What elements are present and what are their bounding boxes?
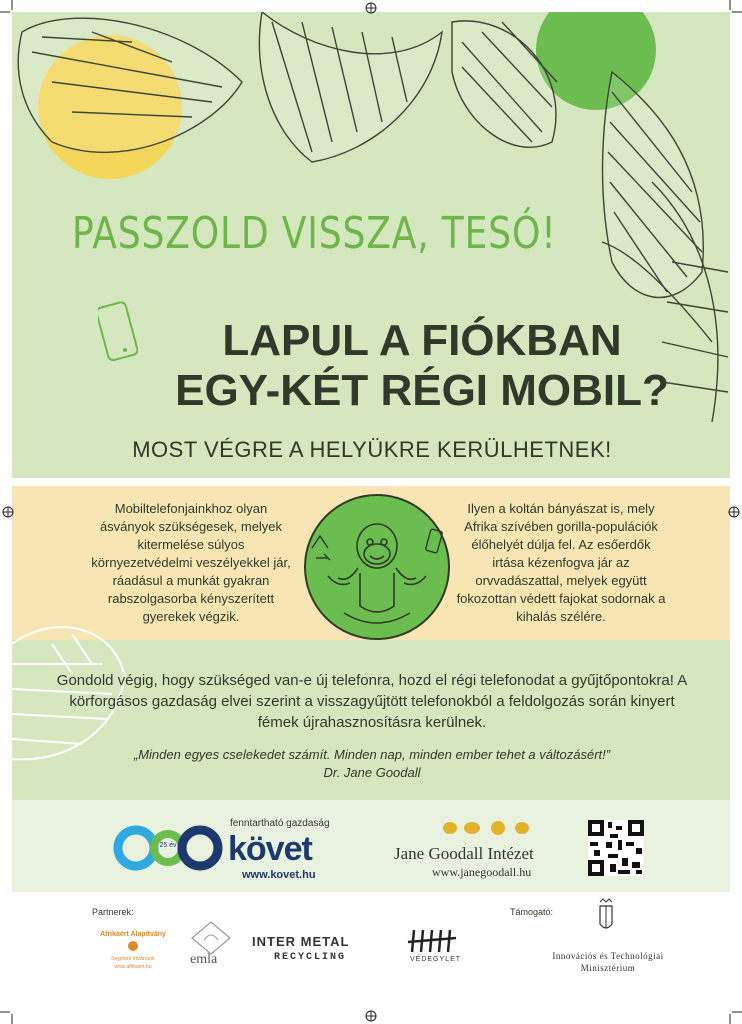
kovet-badge: 25 év (159, 842, 177, 849)
vedegylet-text: VÉDEGYLET (410, 956, 462, 963)
quote-author: Dr. Jane Goodall (323, 765, 421, 780)
kovet-tagline: fenntartható gazdaság (230, 818, 330, 829)
right-info-text: Ilyen a koltán bányászat is, mely Afrika szívében gorilla-populációk élőhelyét dúlja fel. Az esőerdők irtása kézenfogva jár az orvvadászattal, melyek együtt fokozottan védett fajokat sodornak a kihalás szélére. (456, 501, 666, 624)
kovet-name: követ (228, 830, 312, 868)
partners-label: Partnerek: (92, 907, 134, 917)
intermetal-logo: INTER METAL (252, 934, 350, 949)
afrika-name: Afrikáért Alapítvány (100, 931, 166, 938)
subheadline: MOST VÉGRE A HELYÜKRE KERÜLHETNEK! (132, 437, 612, 462)
kovet-url[interactable]: www.kovet.hu (242, 869, 316, 881)
jgi-name: Jane Goodall Intézet (394, 844, 534, 863)
campaign-title: PASSZOLD VISSZA, TESÓ! (72, 208, 557, 259)
afrika-tagline: Segíteni kívánunk (111, 956, 155, 962)
jgi-url[interactable]: www.janegoodall.hu (432, 865, 532, 879)
headline-line-2: EGY-KÉT RÉGI MOBIL? (175, 366, 669, 415)
sponsor-label: Támogató: (510, 907, 554, 917)
quote-text: „Minden egyes cselekedet számít. Minden nap, minden ember tehet a változásért!” (133, 747, 611, 762)
intermetal-recycling: RECYCLING (274, 952, 347, 963)
afrika-url: www.afrikaert.hu (114, 964, 152, 970)
headline-line-1: LAPUL A FIÓKBAN (222, 316, 622, 365)
ministry-line-1: Innovációs és Technológiai (552, 951, 664, 961)
left-info-text: Mobiltelefonjainkhoz olyan ásványok szükségesek, melyek kitermelése súlyos környezetvédelmi veszélyekkel jár, ráadásul a munkát gyakran rabszolgasorba kényszerített gyerekek végzik. (91, 501, 291, 624)
emla-logo-text: emla (190, 952, 218, 967)
ministry-line-2: Minisztérium (580, 963, 636, 973)
call-to-action-text: Gondold végig, hogy szükséged van-e új telefonra, hozd el régi telefonodat a gyűjtőpontokra! A körforgásos gazdaság elvei szerint a visszagyűjtött telefonokból a feldolgozás során kinyert fémek újrahasznosításra kerülnek. (56, 672, 688, 731)
